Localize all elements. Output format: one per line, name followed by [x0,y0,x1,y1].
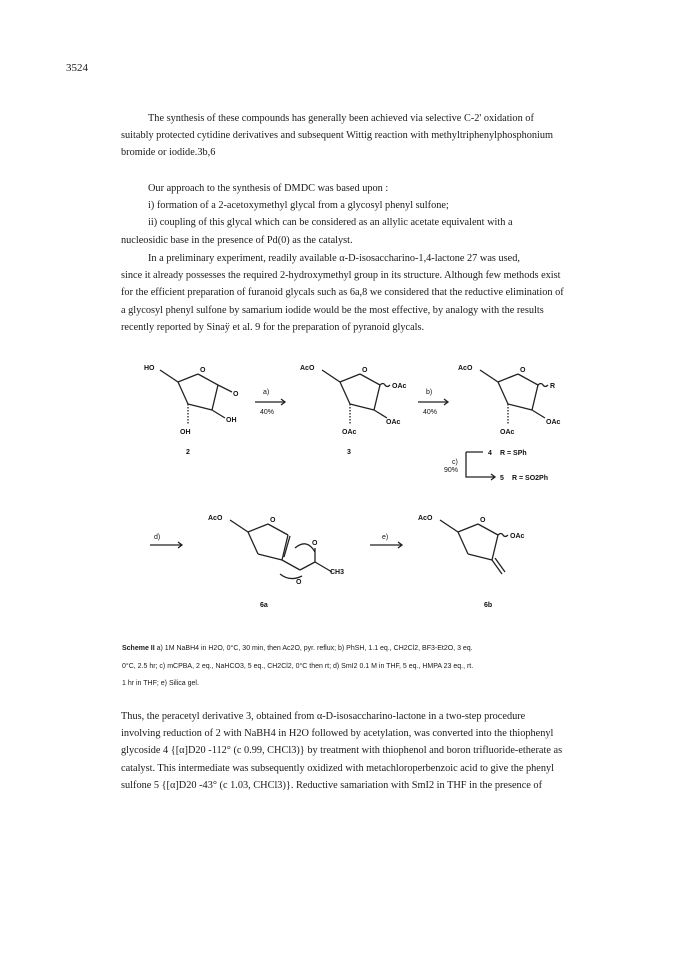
text-line: i) formation of a 2-acetoxymethyl glycal from a glycosyl phenyl sulfone; [148,200,449,212]
label-oac: OAc [342,429,357,436]
compound-number: 3 [347,449,351,456]
step-a: a) [263,389,270,396]
step-c-yield: 90% [444,467,459,474]
caption-line: 1 hr in THF; e) Silica gel. [122,680,199,687]
label-ring-o: O [270,517,276,524]
label-carbonyl-o: O [233,391,239,398]
text-line: for the efficient preparation of furanoid glycals such as 6a,8 we considered that the reductive elimination of [121,287,564,299]
label-aco: AcO [208,515,223,522]
caption-line: a) 1M NaBH4 in H2O, 0°C, 30 min, then Ac2O, pyr. reflux; b) PhSH, 1.1 eq., CH2Cl2, BF3-Et2O, 3 eq. [156,645,473,652]
paragraph-experiment [121,250,631,336]
text-line: nucleosidic base in the presence of Pd(0) as the catalyst. [121,234,353,246]
label-oac: OAc [500,429,515,436]
label-ring-o: O [480,517,486,524]
reaction-scheme [100,352,630,632]
step-d: d) [154,534,161,541]
compound-number: 6b [484,602,493,609]
step-c: c) [452,459,458,466]
label-oac: OAc [546,419,561,426]
label-oh: OH [226,417,237,424]
compound-number: 2 [186,449,190,456]
label-ho: HO [144,365,155,372]
label-o: O [296,579,302,586]
label-oh: OH [180,429,191,436]
text-line: glycoside 4 {[α]D20 -112° (c 0.99, CHCl3)} by treatment with thiophenol and boron trifluoride-etherate as [121,745,563,757]
step-e: e) [382,534,389,541]
label-ring-o: O [362,367,368,374]
scheme-caption [122,640,642,693]
paragraph-intro [121,110,631,162]
label-oac: OAc [510,533,525,540]
text-line: recently reported by Sinaÿ et al. 9 for the preparation of pyranoid glycals. [121,321,425,333]
label-oac: OAc [392,383,407,390]
step-a-yield: 40% [260,409,275,416]
label-ring-o: O [200,367,206,374]
text-line: a glycosyl phenyl sulfone by samarium iodide would be the most effective, by analogy with the results [121,304,544,316]
caption-title: Scheme II [122,645,155,652]
compound-number: 5 [500,475,504,482]
compound-number: 6a [260,602,268,609]
page-number: 3524 [66,62,88,74]
label-oac: OAc [386,419,401,426]
text-line: suitably protected cytidine derivatives and subsequent Wittig reaction with methyltriphenylphosphonium [121,130,554,142]
label-aco: AcO [458,365,473,372]
paragraph-approach [121,180,631,249]
text-line: ii) coupling of this glycal which can be considered as an allylic acetate equivalent with a [148,217,513,229]
compound-number: 4 [488,450,492,457]
r-substituent-so2ph: R = SO2Ph [512,475,548,482]
text-line: In a preliminary experiment, readily available α-D-isosaccharino-1,4-lactone 27 was used, [148,253,520,264]
paragraph-results [121,708,631,794]
text-line: bromide or iodide.3b,6 [121,147,216,159]
label-r: R [550,383,556,390]
text-line: Thus, the peracetyl derivative 3, obtained from α-D-isosaccharino-lactone in a two-step procedure [121,711,526,722]
text-line: catalyst. This intermediate was subsequently oxidized with metachloroperbenzoic acid to give the phenyl [121,762,555,774]
text-line: since it already possesses the required 2-hydroxymethyl group in its structure. Although few methods exist [121,270,561,282]
text-line: sulfone 5 {[α]D20 -43° (c 1.03, CHCl3)}. Reductive samariation with SmI2 in THF in the presence of [121,779,542,791]
text-line: involving reduction of 2 with NaBH4 in H2O followed by acetylation, was converted into the thiophenyl [121,728,554,740]
label-ch3: CH3 [330,569,345,576]
label-ring-o: O [520,367,526,374]
label-aco: AcO [300,365,315,372]
label-o: O [312,540,318,547]
text-line: Our approach to the synthesis of DMDC was based upon : [148,183,389,194]
caption-line: 0°C, 2.5 hr; c) mCPBA, 2 eq., NaHCO3, 5 eq., CH2Cl2, 0°C then rt; d) SmI2 0.1 M in THF, 5 eq., HMPA 23 eq., rt. [122,662,474,670]
text-line: The synthesis of these compounds has generally been achieved via selective C-2' oxidation of [148,113,534,124]
r-substituent-sph: R = SPh [500,450,527,457]
step-b: b) [426,389,433,396]
step-b-yield: 40% [423,409,438,416]
label-aco: AcO [418,515,433,522]
